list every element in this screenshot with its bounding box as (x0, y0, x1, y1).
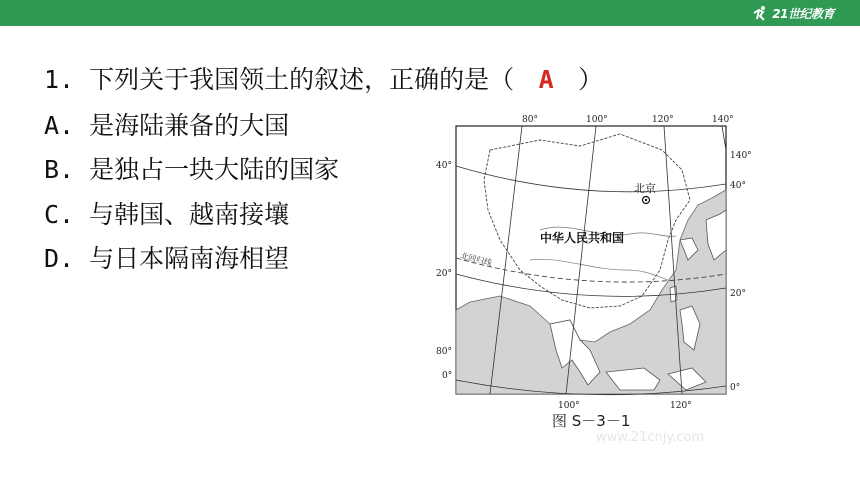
city-label: 北京 (634, 182, 656, 195)
question-stem (44, 60, 603, 96)
option-a[interactable]: A. 是海陆兼备的大国 (44, 111, 290, 140)
right-label-140: 140° (730, 151, 752, 161)
left-label-40: 40° (436, 161, 452, 171)
top-label-100: 100° (586, 115, 608, 125)
bottom-label-120: 120° (670, 401, 692, 411)
question-text: 1. 下列关于我国领土的叙述，正确的是（ (44, 65, 515, 94)
country-label: 中华人民共和国 (540, 231, 625, 245)
logo-text: 21世纪教育 (772, 6, 834, 21)
right-label-40: 40° (730, 181, 746, 191)
brand-logo (751, 4, 834, 22)
beijing-dot (645, 199, 647, 201)
bottom-label-100: 100° (558, 401, 580, 411)
watermark: www.21cnjy.com (596, 430, 705, 445)
left-label-80: 80° (436, 347, 452, 357)
right-label-0: 0° (730, 383, 741, 393)
runner-icon (751, 5, 769, 21)
question-close-paren: ） (578, 65, 604, 94)
left-label-0: 0° (442, 371, 453, 381)
left-label-20: 20° (436, 269, 452, 279)
map-caption: 图 S－3－1 (552, 412, 631, 430)
china-map (430, 110, 760, 428)
option-b[interactable]: B. 是独占一块大陆的国家 (44, 155, 340, 184)
header-bar (0, 0, 860, 26)
top-label-120: 120° (652, 115, 674, 125)
option-c[interactable]: C. 与韩国、越南接壤 (44, 200, 290, 229)
option-d[interactable]: D. 与日本隔南海相望 (44, 244, 290, 273)
top-label-140: 140° (712, 115, 734, 125)
right-label-20: 20° (730, 289, 746, 299)
tropic-label: 北回归线 (459, 251, 493, 268)
answer-mark: A (538, 65, 554, 94)
top-label-80: 80° (522, 115, 538, 125)
